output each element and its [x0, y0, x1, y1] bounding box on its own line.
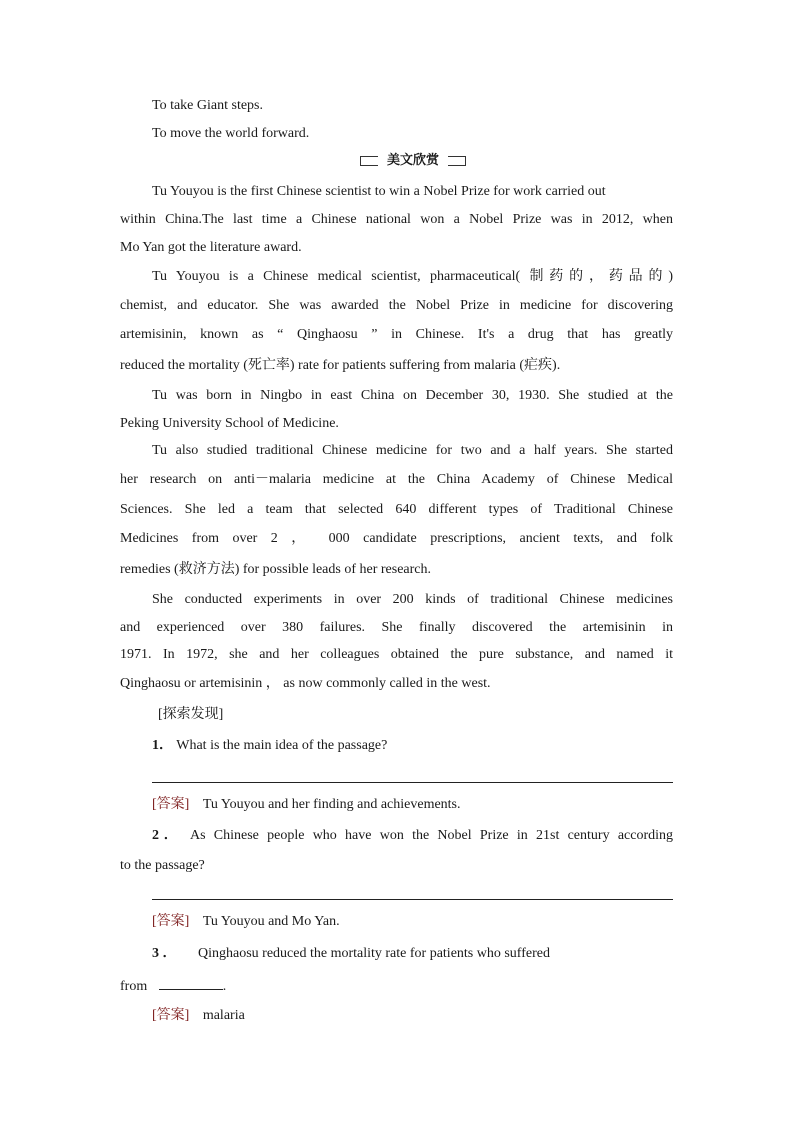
passage-p1-line-1: Tu Youyou is the first Chinese scientist to win a Nobel Prize for work carried out [152, 184, 606, 199]
explore-heading: [探索发现] [158, 707, 224, 722]
passage-p4-line-2: her research on anti－malaria medicine at the China Academy of Chinese Medical [120, 472, 673, 487]
section-heading [360, 152, 466, 170]
passage-p1-line-2: within China.The last time a Chinese national won a Nobel Prize was in 2012, when [120, 212, 673, 227]
question-2-text-1: As Chinese people who have won the Nobel Prize in 21st century according [189, 828, 674, 843]
answer-2-underline [152, 899, 673, 900]
passage-p2-line-3: artemisinin, known as “ Qinghaosu ” in Chinese. It's a drug that has greatly [120, 327, 673, 342]
passage-p1-line-3: Mo Yan got the literature award. [120, 240, 302, 255]
answer-2-label: [答案] [152, 914, 190, 929]
question-1 [152, 737, 673, 755]
passage-p5-line-3: 1971. In 1972, she and her colleagues obtained the pure substance, and named it [120, 647, 673, 662]
answer-1-text: Tu Youyou and her finding and achievements. [202, 797, 461, 812]
question-2-line-1 [152, 827, 673, 845]
answer-2 [152, 913, 673, 931]
passage-p5-line-2: and experienced over 380 failures. She finally discovered the artemisinin in [120, 620, 673, 635]
answer-2-text: Tu Youyou and Mo Yan. [202, 914, 340, 929]
question-3-line-1 [152, 945, 673, 963]
passage-p5-line-4: Qinghaosu or artemisinin ， as now commonly called in the west. [120, 676, 491, 691]
question-3-text-2: from [120, 979, 148, 994]
passage-p3-line-1: Tu was born in Ningbo in east China on December 30, 1930. She studied at the [152, 388, 673, 403]
answer-1-underline [152, 782, 673, 783]
heading-cap-right [465, 156, 466, 165]
question-1-text: What is the main idea of the passage? [176, 738, 388, 753]
passage-p4-line-3: Sciences. She led a team that selected 640 different types of Traditional Chinese [120, 502, 673, 517]
question-3-text-1: Qinghaosu reduced the mortality rate for patients who suffered [198, 946, 550, 961]
answer-3-label: [答案] [152, 1008, 190, 1023]
section-heading-text: 美文欣赏 [378, 152, 448, 170]
question-3-line-2 [120, 976, 673, 996]
question-3-blank [159, 976, 223, 990]
answer-1 [152, 796, 673, 814]
poem-line-2: To move the world forward. [152, 126, 310, 141]
answer-3-text: malaria [202, 1008, 245, 1023]
passage-p4-line-4: Medicines from over 2 ， 000 candidate prescriptions, ancient texts, and folk [120, 531, 673, 546]
answer-3 [152, 1007, 673, 1025]
passage-p4-line-5: remedies (救济方法) for possible leads of her research. [120, 562, 432, 577]
passage-p4-line-1: Tu also studied traditional Chinese medicine for two and a half years. She started [152, 443, 673, 458]
passage-p2-line-4: reduced the mortality (死亡率) rate for patients suffering from malaria (疟疾). [120, 358, 561, 373]
question-2-line-2: to the passage? [120, 858, 205, 873]
question-2-number: 2． [152, 828, 183, 843]
passage-p2-line-2: chemist, and educator. She was awarded the Nobel Prize in medicine for discovering [120, 298, 673, 313]
question-1-number: 1． [152, 738, 173, 753]
question-3-period: . [222, 979, 227, 994]
answer-1-label: [答案] [152, 797, 190, 812]
poem-line-1: To take Giant steps. [152, 98, 263, 113]
heading-cap-left [360, 156, 361, 165]
question-3-number: 3 ． [152, 946, 177, 961]
passage-p3-line-2: Peking University School of Medicine. [120, 416, 339, 431]
passage-p5-line-1: She conducted experiments in over 200 kinds of traditional Chinese medicines [152, 592, 673, 607]
passage-p2-line-1: Tu Youyou is a Chinese medical scientist, pharmaceutical( 制药的，药品的) [152, 269, 673, 284]
